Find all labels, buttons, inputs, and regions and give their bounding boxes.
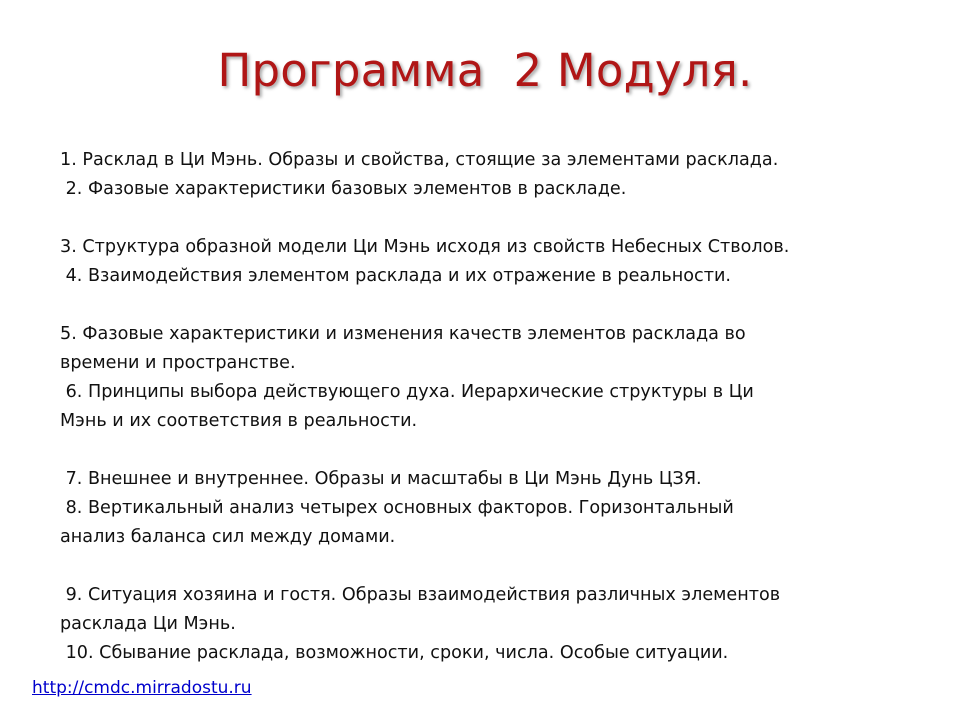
spacer <box>60 552 920 581</box>
program-item-9-line-2: расклада Ци Мэнь. <box>60 614 236 634</box>
slide-title: Программа 2 Модуля. <box>217 44 753 97</box>
program-item-8-line-2: анализ баланса сил между домами. <box>60 527 396 547</box>
program-item-10: 10. Сбывание расклада, возможности, сроки, числа. Особые ситуации. <box>60 643 729 663</box>
spacer <box>60 436 920 465</box>
program-item-9-line-1: 9. Ситуация хозяина и гостя. Образы взаимодействия различных элементов <box>60 585 781 605</box>
program-item-6-line-2: Мэнь и их соответствия в реальности. <box>60 411 418 431</box>
program-item-2: 2. Фазовые характеристики базовых элементов в раскладе. <box>60 179 627 199</box>
spacer <box>60 204 920 233</box>
program-item-7: 7. Внешнее и внутреннее. Образы и масштабы в Ци Мэнь Дунь ЦЗЯ. <box>60 469 702 489</box>
program-list <box>60 146 920 668</box>
website-link[interactable]: http://cmdc.mirradostu.ru <box>32 678 252 698</box>
program-item-5-line-1: 5. Фазовые характеристики и изменения качеств элементов расклада во <box>60 324 746 344</box>
program-item-8-line-1: 8. Вертикальный анализ четырех основных факторов. Горизонтальный <box>60 498 734 518</box>
program-item-4: 4. Взаимодействия элементом расклада и их отражение в реальности. <box>60 266 732 286</box>
program-item-5-line-2: времени и пространстве. <box>60 353 296 373</box>
spacer <box>60 291 920 320</box>
program-item-6-line-1: 6. Принципы выбора действующего духа. Иерархические структуры в Ци <box>60 382 754 402</box>
program-item-3: 3. Структура образной модели Ци Мэнь исходя из свойств Небесных Стволов. <box>60 237 790 257</box>
program-item-1: 1. Расклад в Ци Мэнь. Образы и свойства, стоящие за элементами расклада. <box>60 150 779 170</box>
